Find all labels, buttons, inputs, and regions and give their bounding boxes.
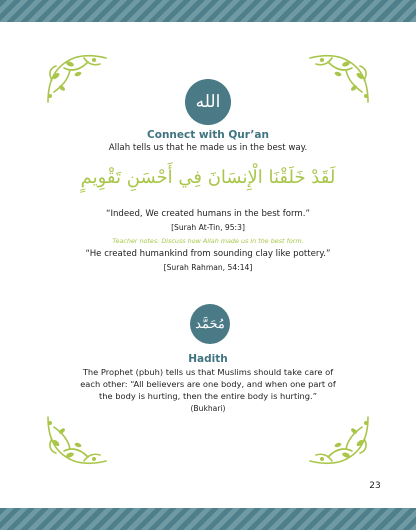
citation-surah-rahman: [Surah Rahman, 54:14] [163, 263, 253, 272]
quote-best-form: “Indeed, We created humans in the best form.” [106, 209, 310, 219]
section-subtitle: Allah tells us that he made us in the best way. [108, 143, 308, 153]
hadith-line-1: The Prophet (pbuh) tells us that Muslims should take care of [82, 367, 334, 377]
hadith-line-3: the body is hurting, then the entire body is hurting.” [99, 391, 317, 401]
floral-ornament-top-right-icon [308, 52, 372, 106]
floral-ornament-top-left-icon [44, 52, 108, 106]
allah-calligraphy-text: الله [195, 91, 221, 112]
page-number: 23 [369, 481, 381, 491]
citation-surah-at-tin: [Surah At-Tin, 95:3] [171, 223, 245, 232]
allah-calligraphy-icon [185, 79, 231, 125]
muhammad-calligraphy-text: مُحَمَّد [195, 316, 225, 332]
floral-ornament-bottom-right-icon [308, 410, 372, 470]
arabic-verse: لَقَدْ خَلَقْنَا الْإِنسَانَ فِي أَحْسَنِ تَقْوِيمٍ [80, 167, 336, 188]
muhammad-calligraphy-icon [190, 304, 230, 344]
bottom-border-stripe [0, 508, 416, 530]
section-heading-quran: Connect with Qur’an [147, 129, 269, 141]
hadith-line-2: each other: “All believers are one body, and when one part of [80, 379, 336, 389]
top-border-stripe [0, 0, 416, 22]
teacher-note: Teacher notes: Discuss how Allah made us in the best form. [112, 237, 304, 245]
quote-sounding-clay: “He created humankind from sounding clay like pottery.” [85, 249, 331, 259]
section-heading-hadith: Hadith [188, 353, 228, 365]
citation-bukhari: (Bukhari) [190, 404, 226, 413]
floral-ornament-bottom-left-icon [44, 410, 108, 470]
